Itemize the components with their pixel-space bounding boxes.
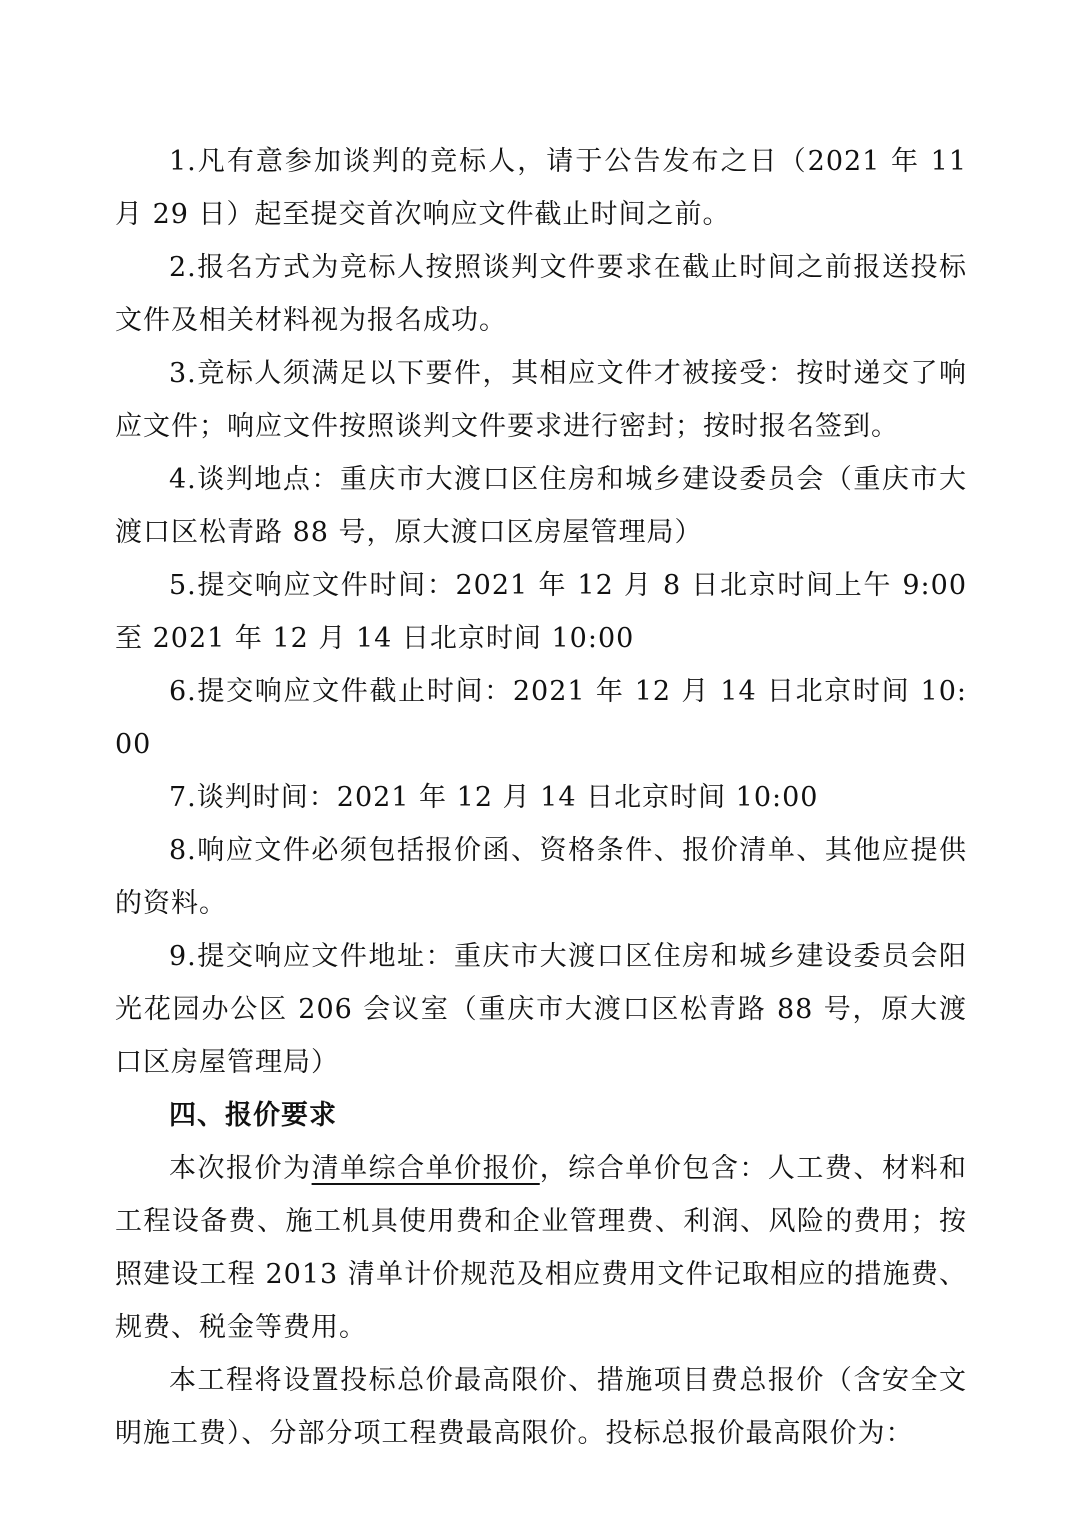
- pricing-method-underlined: 清单综合单价报价: [311, 1153, 540, 1184]
- item-2: 2.报名方式为竞标人按照谈判文件要求在截止时间之前报送投标文件及相关材料视为报名成功。: [115, 252, 967, 336]
- item-8: 8.响应文件必须包括报价函、资格条件、报价清单、其他应提供的资料。: [115, 835, 967, 919]
- pricing-text-start: 本次报价为: [169, 1153, 312, 1184]
- section-heading: 四、报价要求: [169, 1100, 337, 1131]
- item-6: 6.提交响应文件截止时间：2021 年 12 月 14 日北京时间 10:00: [115, 676, 967, 760]
- price-limit-paragraph: 本工程将设置投标总价最高限价、措施项目费总报价（含安全文明施工费）、分部分项工程费最高限价。投标总报价最高限价为：: [115, 1365, 967, 1449]
- item-5: 5.提交响应文件时间：2021 年 12 月 8 日北京时间上午 9:00 至 2021 年 12 月 14 日北京时间 10:00: [115, 570, 967, 654]
- pricing-paragraph: [115, 1142, 967, 1354]
- item-7: 7.谈判时间：2021 年 12 月 14 日北京时间 10:00: [169, 782, 819, 813]
- item-9: 9.提交响应文件地址：重庆市大渡口区住房和城乡建设委员会阳光花园办公区 206 会议室（重庆市大渡口区松青路 88 号，原大渡口区房屋管理局）: [115, 941, 967, 1078]
- document-page: [115, 135, 967, 1460]
- item-4: 4.谈判地点：重庆市大渡口区住房和城乡建设委员会（重庆市大渡口区松青路 88 号，原大渡口区房屋管理局）: [115, 464, 967, 548]
- item-1: 1.凡有意参加谈判的竞标人，请于公告发布之日（2021 年 11 月 29 日）起至提交首次响应文件截止时间之前。: [115, 146, 967, 230]
- item-3: 3.竞标人须满足以下要件，其相应文件才被接受：按时递交了响应文件；响应文件按照谈判文件要求进行密封；按时报名签到。: [115, 358, 967, 442]
- pricing-text-rest: ，综合单价包含：人工费、材料和工程设备费、施工机具使用费和企业管理费、利润、风险的费用；按照建设工程 2013 清单计价规范及相应费用文件记取相应的措施费、规费、税金等费用。: [115, 1153, 968, 1343]
